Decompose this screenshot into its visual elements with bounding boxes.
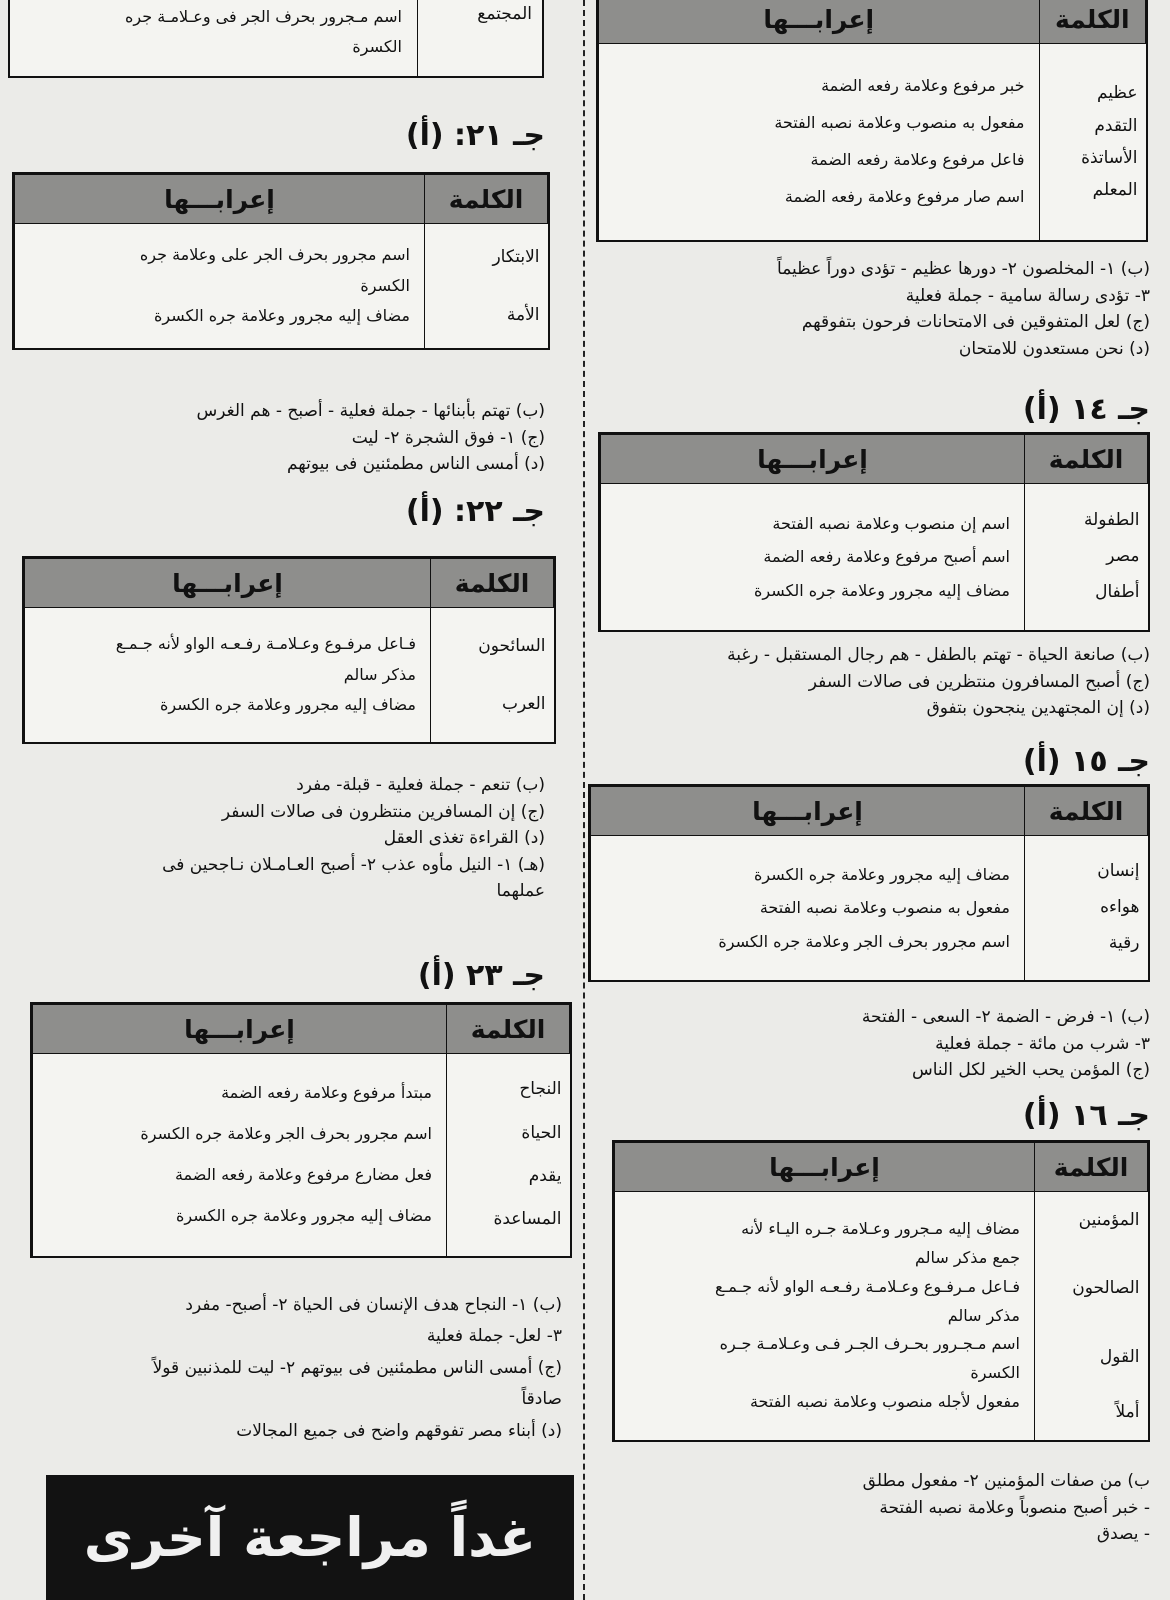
note-line: (د) أمسى الناس مطمئنين فى بيوتهم [286, 454, 545, 475]
table-header-irab: إعرابـــها [25, 559, 431, 608]
note-line: (ج) ١- فوق الشجرة ٢- ليت [351, 427, 545, 448]
note-line: (ب) صانعة الحياة - تهتم بالطفل - هم رجال المستقبل - رغبة [727, 645, 1150, 665]
table-word: الطفولة [1083, 510, 1140, 531]
table-irab-text: جمع مذكر سالم [914, 1248, 1020, 1267]
note-line: (ب) ١- النجاح هدف الإنسان فى الحياة ٢- أصبح- مفرد [185, 1295, 562, 1315]
table-word: المعلم [1092, 180, 1138, 201]
table-word: المساعدة [493, 1209, 562, 1230]
table-words [1039, 44, 1146, 241]
table-irab-text: فعل مضارع مرفوع وعلامة رفعه الضمة [174, 1165, 432, 1184]
table-irab-text: مضاف إليه مجرور وعلامة جره الكسرة [160, 695, 416, 715]
note-line: (د) إن المجتهدين ينجحون بتفوق [926, 698, 1150, 719]
note-line: (د) نحن مستعدون للامتحان [958, 338, 1150, 359]
table-word: يقدم [528, 1166, 562, 1186]
table-words [1025, 484, 1148, 631]
table-irab [25, 608, 431, 743]
table-irab [15, 224, 425, 349]
table-word: عظيم [1096, 83, 1138, 104]
table-irab-text: اسم إن منصوب وعلامة نصبه الفتحة [772, 513, 1010, 533]
note-line: (ج) المؤمن يحب الخير لكل الناس [911, 1060, 1150, 1081]
table-word: المؤمنين [1078, 1209, 1140, 1230]
table-header-word: الكلمة [431, 559, 554, 608]
table-irab-text: اسم مجرور بحرف الجر وعلامة جره الكسرة [718, 931, 1010, 951]
table-irab [33, 1054, 447, 1257]
notes-block [197, 398, 545, 478]
notes-block [862, 1004, 1150, 1084]
table-irab-text: اسم مـجرور بحرف الجر فى وعـلامـة جره [125, 7, 402, 26]
answer-heading: جـ ١٥ (أ) [1022, 744, 1150, 779]
table-word: القول [1099, 1347, 1140, 1367]
irab-table-fragment [8, 0, 544, 78]
notes-block [777, 256, 1150, 362]
table-words [447, 1054, 570, 1257]
table-header-irab: إعرابـــها [15, 175, 425, 224]
table-word: هواءه [1100, 897, 1140, 918]
fragment-irab [125, 2, 402, 63]
table-irab-text: مضاف إليه مـجرور وعـلامة جـره اليـاء لأنه [741, 1219, 1020, 1239]
table-header-irab: إعرابـــها [591, 787, 1025, 836]
note-line: (ج) أمسى الناس مطمئنين فى بيوتهم ٢- ليت للمذنبين قولاً [152, 1357, 562, 1378]
note-line: ٣- شرب من مائة - جملة فعلية [935, 1033, 1150, 1054]
fragment-word: المجتمع [477, 4, 532, 24]
table-header-word: الكلمة [425, 175, 548, 224]
answer-heading: جـ ١٤ (أ) [1022, 392, 1150, 427]
table-irab-text: فـاعل مرفـوع وعـلامـة رفـعـه الواو لأنه جـمـع [115, 634, 416, 654]
table-irab-text: اسم أصبح مرفوع وعلامة رفعه الضمة [763, 547, 1010, 567]
table-irab-text: اسم مـجـرور بحـرف الجـر فـى وعـلامـة جـره [719, 1334, 1020, 1354]
table-header-word: الكلمة [1039, 0, 1146, 44]
table-irab-text: خبر مرفوع وعلامة رفعه الضمة [821, 76, 1025, 96]
table-irab [601, 484, 1025, 631]
note-line: - يصدق [1096, 1524, 1150, 1545]
table-irab-text: مضاف إليه مجرور وعلامة جره الكسرة [176, 1205, 432, 1225]
table-irab [615, 1192, 1035, 1441]
table-irab-text: مضاف إليه مجرور وعلامة جره الكسرة [754, 864, 1010, 884]
note-line: (د) أبناء مصر تفوقهم واضح فى جميع المجالات [236, 1420, 562, 1441]
irab-table [30, 1002, 572, 1258]
tomorrow-review-banner: غداً مراجعة آخرى [46, 1475, 574, 1600]
note-line: (ب) تهتم بأبنائها - جملة فعلية - أصبح - هم الغرس [196, 401, 545, 421]
table-words [1035, 1192, 1148, 1441]
table-irab-text: فاعل مرفوع وعلامة رفعه الضمة [810, 150, 1025, 169]
table-irab-text: مفعول به منصوب وعلامة نصبه الفتحة [759, 898, 1010, 918]
table-word: العرب [502, 694, 546, 714]
table-irab-text: اسم مجرور بحرف الجر وعلامة جره الكسرة [140, 1124, 432, 1144]
note-line: عملهما [496, 881, 545, 902]
table-header-word: الكلمة [1025, 787, 1148, 836]
table-irab-text: مفعول لأجله منصوب وعلامة نصبه الفتحة [749, 1391, 1020, 1411]
table-irab-text: مذكر سالم [947, 1305, 1020, 1325]
table-header-word: الكلمة [1025, 435, 1148, 484]
table-irab [599, 44, 1040, 241]
table-irab [591, 836, 1025, 981]
notes-block [727, 642, 1150, 722]
fragment-divider [417, 0, 418, 76]
table-irab-text: اسم مجرور بحرف الجر على وعلامة جره [139, 245, 410, 265]
notes-block [162, 772, 545, 905]
note-line: (ب) ١- المخلصون ٢- دورها عظيم - تؤدى دوراً عظيماً [777, 259, 1150, 279]
answer-heading: جـ ٢٢: (أ) [405, 494, 545, 529]
table-word: الصالحون [1072, 1278, 1140, 1299]
table-irab-text: مضاف إليه مجرور وعلامة جره الكسرة [754, 580, 1010, 600]
table-header-irab: إعرابـــها [615, 1143, 1035, 1192]
table-word: النجاح [519, 1079, 562, 1100]
notes-block [863, 1468, 1150, 1548]
table-word: السائحون [478, 635, 546, 656]
irab-table [588, 784, 1150, 982]
table-word: أطفال [1095, 581, 1140, 602]
note-line: (ج) أصبح المسافرون منتظرين فى صالات السفر [808, 671, 1150, 692]
answer-heading: جـ ٢٣ (أ) [417, 958, 545, 993]
answer-heading: جـ ١٦ (أ) [1022, 1098, 1150, 1133]
note-line: ٣- تؤدى رسالة سامية - جملة فعلية [905, 285, 1150, 306]
note-line: - خبر أصبح منصوباً وعلامة نصبه الفتحة [879, 1497, 1150, 1518]
table-header-word: الكلمة [1035, 1143, 1148, 1192]
irab-table [22, 556, 556, 744]
table-header-irab: إعرابـــها [599, 0, 1040, 44]
note-line: (ب) تنعم - جملة فعلية - قبلة- مفرد [296, 775, 545, 795]
table-word: إنسان [1097, 861, 1140, 882]
table-word: التقدم [1094, 115, 1138, 136]
table-irab-text: اسم صار مرفوع وعلامة رفعه الضمة [784, 186, 1025, 206]
table-header-irab: إعرابـــها [33, 1005, 447, 1054]
note-line: (ج) لعل المتفوقين فى الامتحانات فرحون بتفوقهم [801, 312, 1150, 333]
table-words [1025, 836, 1148, 981]
irab-table [612, 1140, 1150, 1442]
note-line: (ب) ١- فرض - الضمة ٢- السعى - الفتحة [861, 1007, 1150, 1027]
table-word: الأساتذة [1081, 148, 1138, 168]
table-word: الأمة [506, 305, 540, 325]
notes-block [153, 1290, 562, 1447]
note-line: ب) من صفات المؤمنين ٢- مفعول مطلق [862, 1471, 1150, 1491]
note-line: (ج) إن المسافرين منتظرون فى صالات السفر [221, 801, 545, 822]
answer-heading: جـ ٢١: (أ) [405, 118, 545, 153]
note-line: (د) القراءة تغذى العقل [383, 828, 545, 849]
note-line: صادقاً [521, 1389, 562, 1410]
table-irab-text: مضاف إليه مجرور وعلامة جره الكسرة [154, 306, 410, 326]
note-line: (هـ) ١- النيل مأوه عذب ٢- أصبح العـامـلان نـاجحين فى [162, 854, 545, 875]
table-irab-text: فـاعل مـرفـوع وعـلامـة رفـعـه الواو لأنه جـمـع [715, 1276, 1020, 1296]
table-word: الابتكار [492, 246, 540, 267]
table-irab-text: مذكر سالم [343, 664, 416, 684]
table-irab-text: مبتدأ مرفوع وعلامة رفعه الضمة [221, 1083, 432, 1103]
irab-table [598, 432, 1150, 632]
table-word: أملاً [1115, 1401, 1140, 1422]
table-irab-text: مفعول به منصوب وعلامة نصبه الفتحة [774, 113, 1025, 133]
table-words [431, 608, 554, 743]
table-header-irab: إعرابـــها [601, 435, 1025, 484]
note-line: ٣- لعل- جملة فعلية [426, 1326, 562, 1347]
table-words [425, 224, 548, 349]
irab-table [12, 172, 550, 350]
table-irab-text: الكسرة [360, 275, 410, 295]
irab-table [596, 0, 1148, 242]
table-word: الحياة [521, 1122, 562, 1143]
column-divider [583, 0, 585, 1600]
table-irab-text: الكسرة [352, 37, 402, 57]
table-header-word: الكلمة [447, 1005, 570, 1054]
table-word: مصر [1106, 546, 1140, 567]
table-word: رقية [1108, 932, 1140, 953]
table-irab-text: الكسرة [970, 1363, 1020, 1383]
